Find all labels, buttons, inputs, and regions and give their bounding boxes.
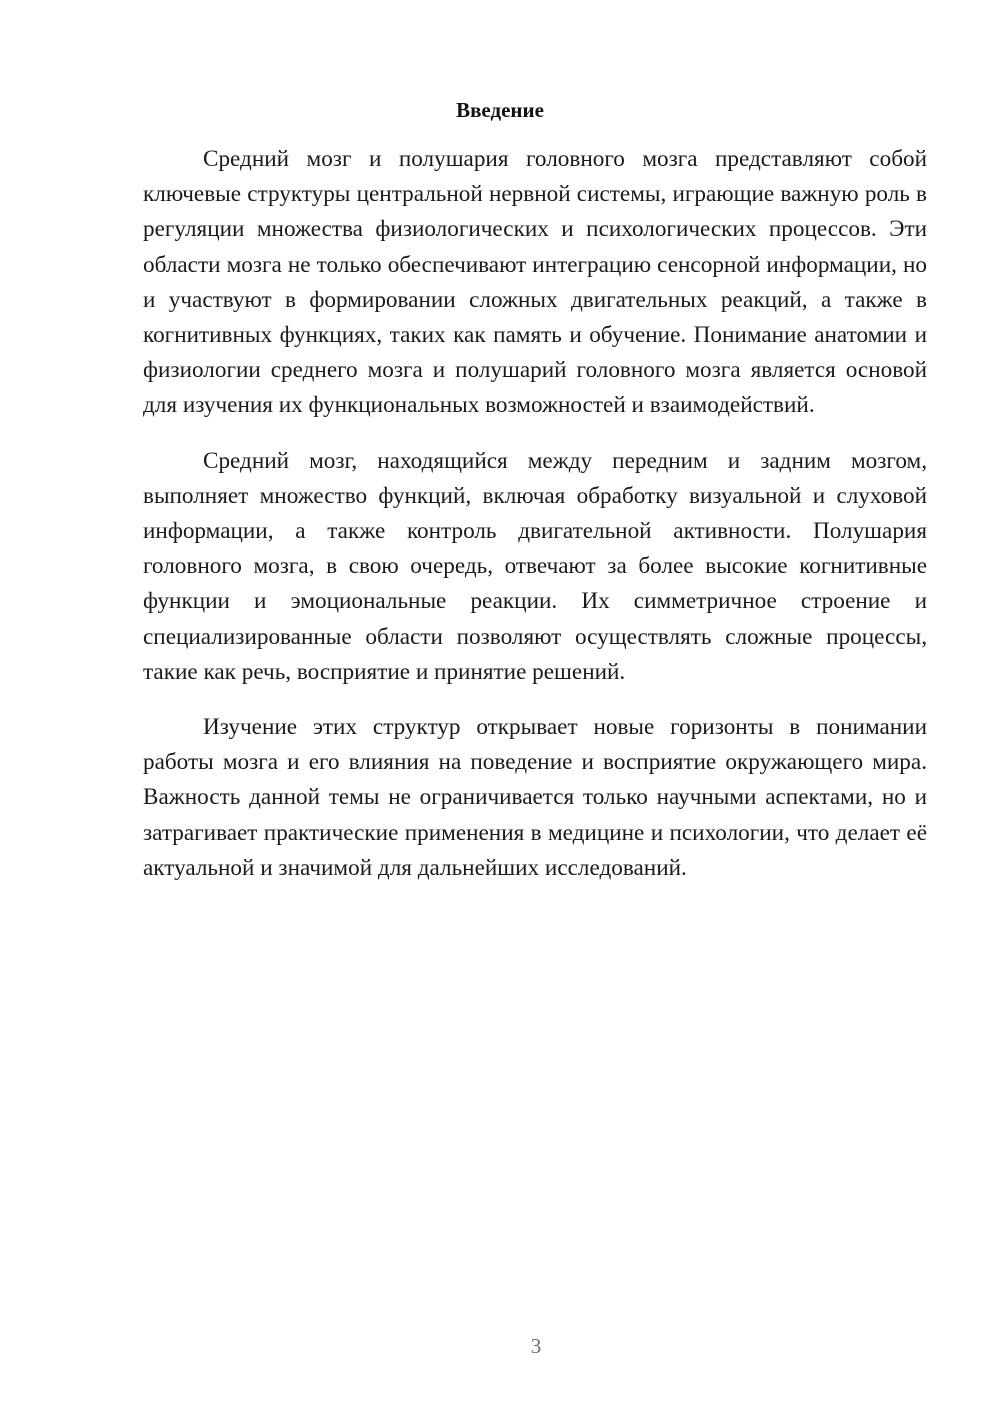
paragraph-3: Изучение этих структур открывает новые горизонты в понимании работы мозга и его влияния на поведение и восприятие окружающего мира. Важность данной темы не ограничивается только научными аспектами, но и затрагивает практические применения в медицине и психологии, что делает её актуальной и значимой для дальнейших исследований.: [143, 714, 927, 881]
paragraph-2: Средний мозг, находящийся между передним и задним мозгом, выполняет множество функций, включая обработку визуальной и слуховой информации, а также контроль двигательной активности. Полушария головного мозга, в свою очередь, отвечают за более высокие когнитивные функции и эмоциональные реакции. Их симметричное строение и специализированные области позволяют осуществлять сложные процессы, такие как речь, восприятие и принятие решений.: [143, 447, 927, 685]
body-text: [143, 142, 927, 906]
paragraph-1: Средний мозг и полушария головного мозга представляют собой ключевые структуры центральной нервной системы, играющие важную роль в регуляции множества физиологических и психологических процессов. Эти области мозга не только обеспечивают интеграцию сенсорной информации, но и участвуют в формировании сложных двигательных реакций, а также в когнитивных функциях, таких как память и обучение. Понимание анатомии и физиологии среднего мозга и полушарий головного мозга является основой для изучения их функциональных возможностей и взаимодействий.: [143, 146, 927, 419]
page-number: 3: [530, 1334, 542, 1358]
section-title: Введение: [456, 98, 544, 122]
